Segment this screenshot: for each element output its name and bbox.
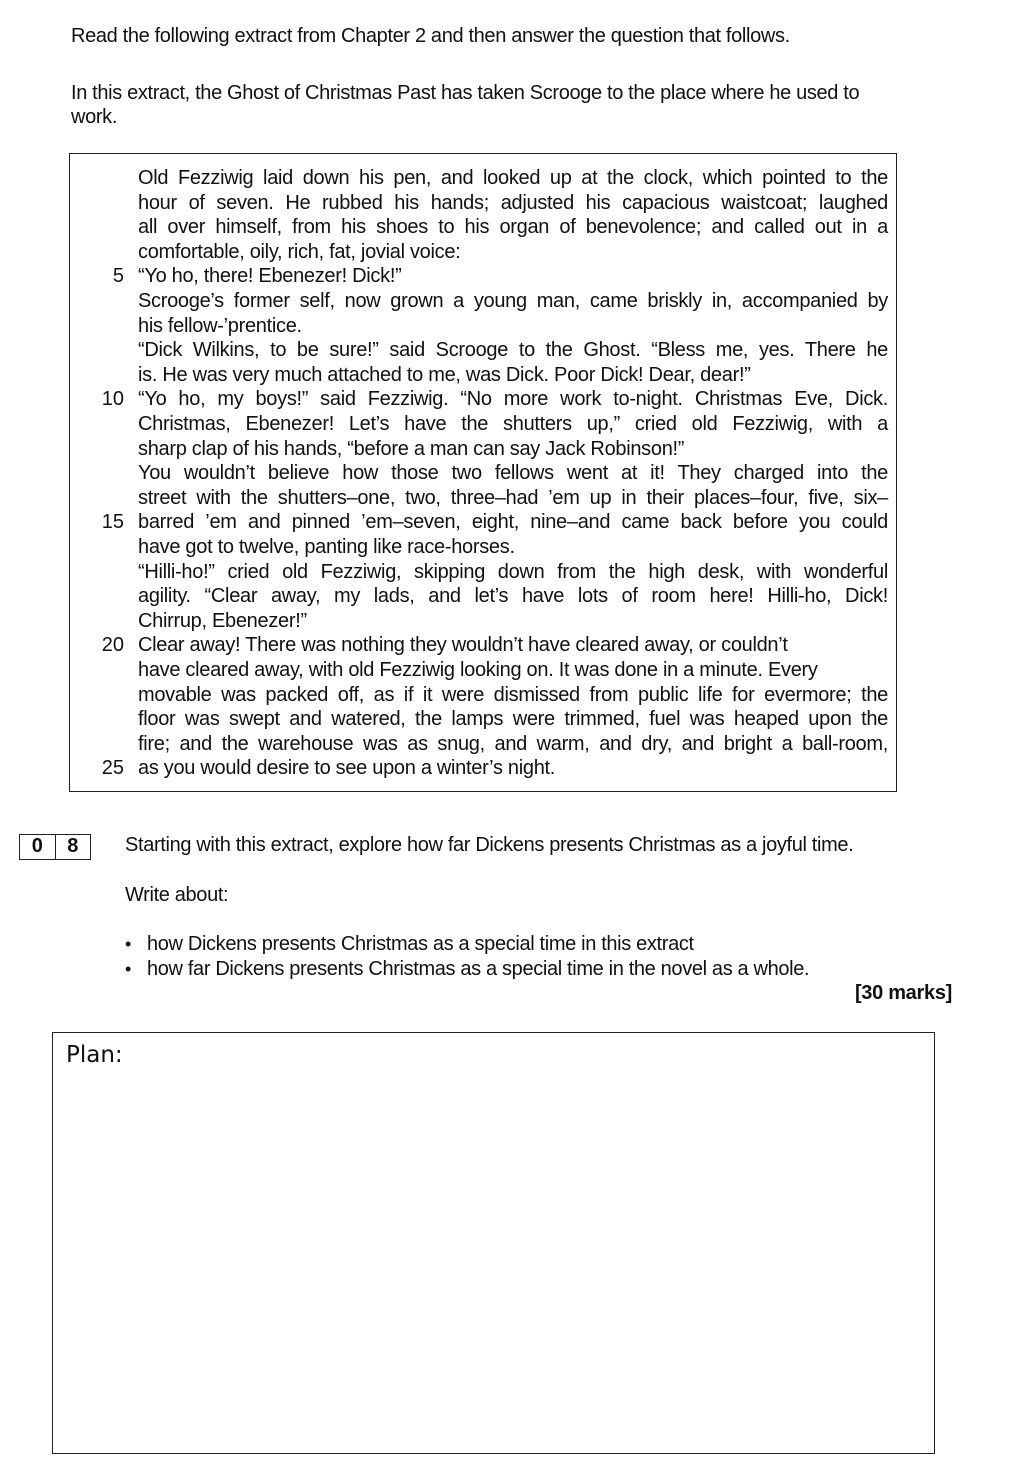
- extract-line: floor was swept and watered, the lamps were trimmed, fuel was heaped upon the: [138, 708, 888, 731]
- extract-line: his fellow-’prentice.: [138, 314, 302, 337]
- extract-line: Scrooge’s former self, now grown a young man, came briskly in, accompanied by: [138, 290, 888, 312]
- extract-line: as you would desire to see upon a winter’s night.: [138, 757, 556, 780]
- line-number: 20: [101, 634, 124, 657]
- write-about-label: Write about:: [125, 884, 229, 906]
- extract-line: “Yo ho, my boys!” said Fezziwig. “No more work to-night. Christmas Eve, Dick.: [138, 388, 888, 411]
- extract-line: “Hilli-ho!” cried old Fezziwig, skipping down from the high desk, with wonderful: [138, 560, 888, 583]
- extract-line: fire; and the warehouse was as snug, and warm, and dry, and bright a ball-room,: [138, 732, 888, 755]
- bullet-icon: •: [125, 934, 131, 954]
- plan-answer-box[interactable]: [52, 1032, 935, 1454]
- extract-box: [69, 153, 897, 792]
- question-number: [19, 834, 91, 860]
- bullet-text: how Dickens presents Christmas as a special time in this extract: [147, 933, 694, 955]
- extract-line: all over himself, from his shoes to his organ of benevolence; and called out in a: [138, 216, 888, 239]
- bullet-item: [125, 932, 809, 957]
- extract-line: Clear away! There was nothing they wouldn’t have cleared away, or couldn’t: [138, 634, 788, 657]
- question-number-digit: 0: [31, 835, 43, 857]
- bullet-icon: •: [125, 959, 131, 979]
- extract-line: “Yo ho, there! Ebenezer! Dick!”: [138, 265, 402, 288]
- extract-line: movable was packed off, as if it were dismissed from public life for evermore; the: [138, 683, 888, 706]
- extract-line: street with the shutters–one, two, three–had ’em up in their places–four, five, six–: [138, 486, 888, 509]
- bullet-text: how far Dickens presents Christmas as a special time in the novel as a whole.: [147, 958, 810, 980]
- extract-line: sharp clap of his hands, “before a man can say Jack Robinson!”: [138, 437, 685, 460]
- marks-label: [30 marks]: [854, 982, 952, 1004]
- question-number-digit: 8: [55, 835, 91, 859]
- extract-line: hour of seven. He rubbed his hands; adjusted his capacious waistcoat; laughed: [138, 191, 888, 214]
- bullet-list: [125, 932, 809, 982]
- bullet-item: [125, 957, 809, 982]
- extract-line: Old Fezziwig laid down his pen, and looked up at the clock, which pointed to the: [138, 167, 888, 189]
- extract-line: “Dick Wilkins, to be sure!” said Scrooge to the Ghost. “Bless me, yes. There he: [138, 339, 888, 362]
- extract-line: comfortable, oily, rich, fat, jovial voice:: [138, 240, 461, 263]
- context-text: In this extract, the Ghost of Christmas Past has taken Scrooge to the place where he used to work.: [71, 82, 860, 128]
- extract-line: have cleared away, with old Fezziwig looking on. It was done in a minute. Every: [138, 659, 818, 681]
- extract-line: Christmas, Ebenezer! Let’s have the shutters up,” cried old Fezziwig, with a: [138, 413, 888, 435]
- line-number: 25: [101, 757, 124, 780]
- line-number: 10: [101, 388, 124, 411]
- line-number: 15: [101, 511, 124, 534]
- instruction-text: Read the following extract from Chapter 2 and then answer the question that follows.: [71, 25, 790, 47]
- plan-label: Plan:: [66, 1042, 123, 1068]
- extract-line: have got to twelve, panting like race-horses.: [138, 536, 515, 558]
- extract-line: You wouldn’t believe how those two fellows went at it! They charged into the: [138, 462, 888, 485]
- extract-line: is. He was very much attached to me, was Dick. Poor Dick! Dear, dear!”: [138, 363, 751, 386]
- extract-line: agility. “Clear away, my lads, and let’s have lots of room here! Hilli-ho, Dick!: [138, 585, 888, 608]
- extract-line: barred ’em and pinned ’em–seven, eight, nine–and came back before you could: [138, 511, 888, 534]
- question-prompt: Starting with this extract, explore how far Dickens presents Christmas as a joyful time.: [125, 834, 854, 856]
- extract-line: Chirrup, Ebenezer!”: [138, 609, 307, 632]
- line-number: 5: [112, 265, 124, 288]
